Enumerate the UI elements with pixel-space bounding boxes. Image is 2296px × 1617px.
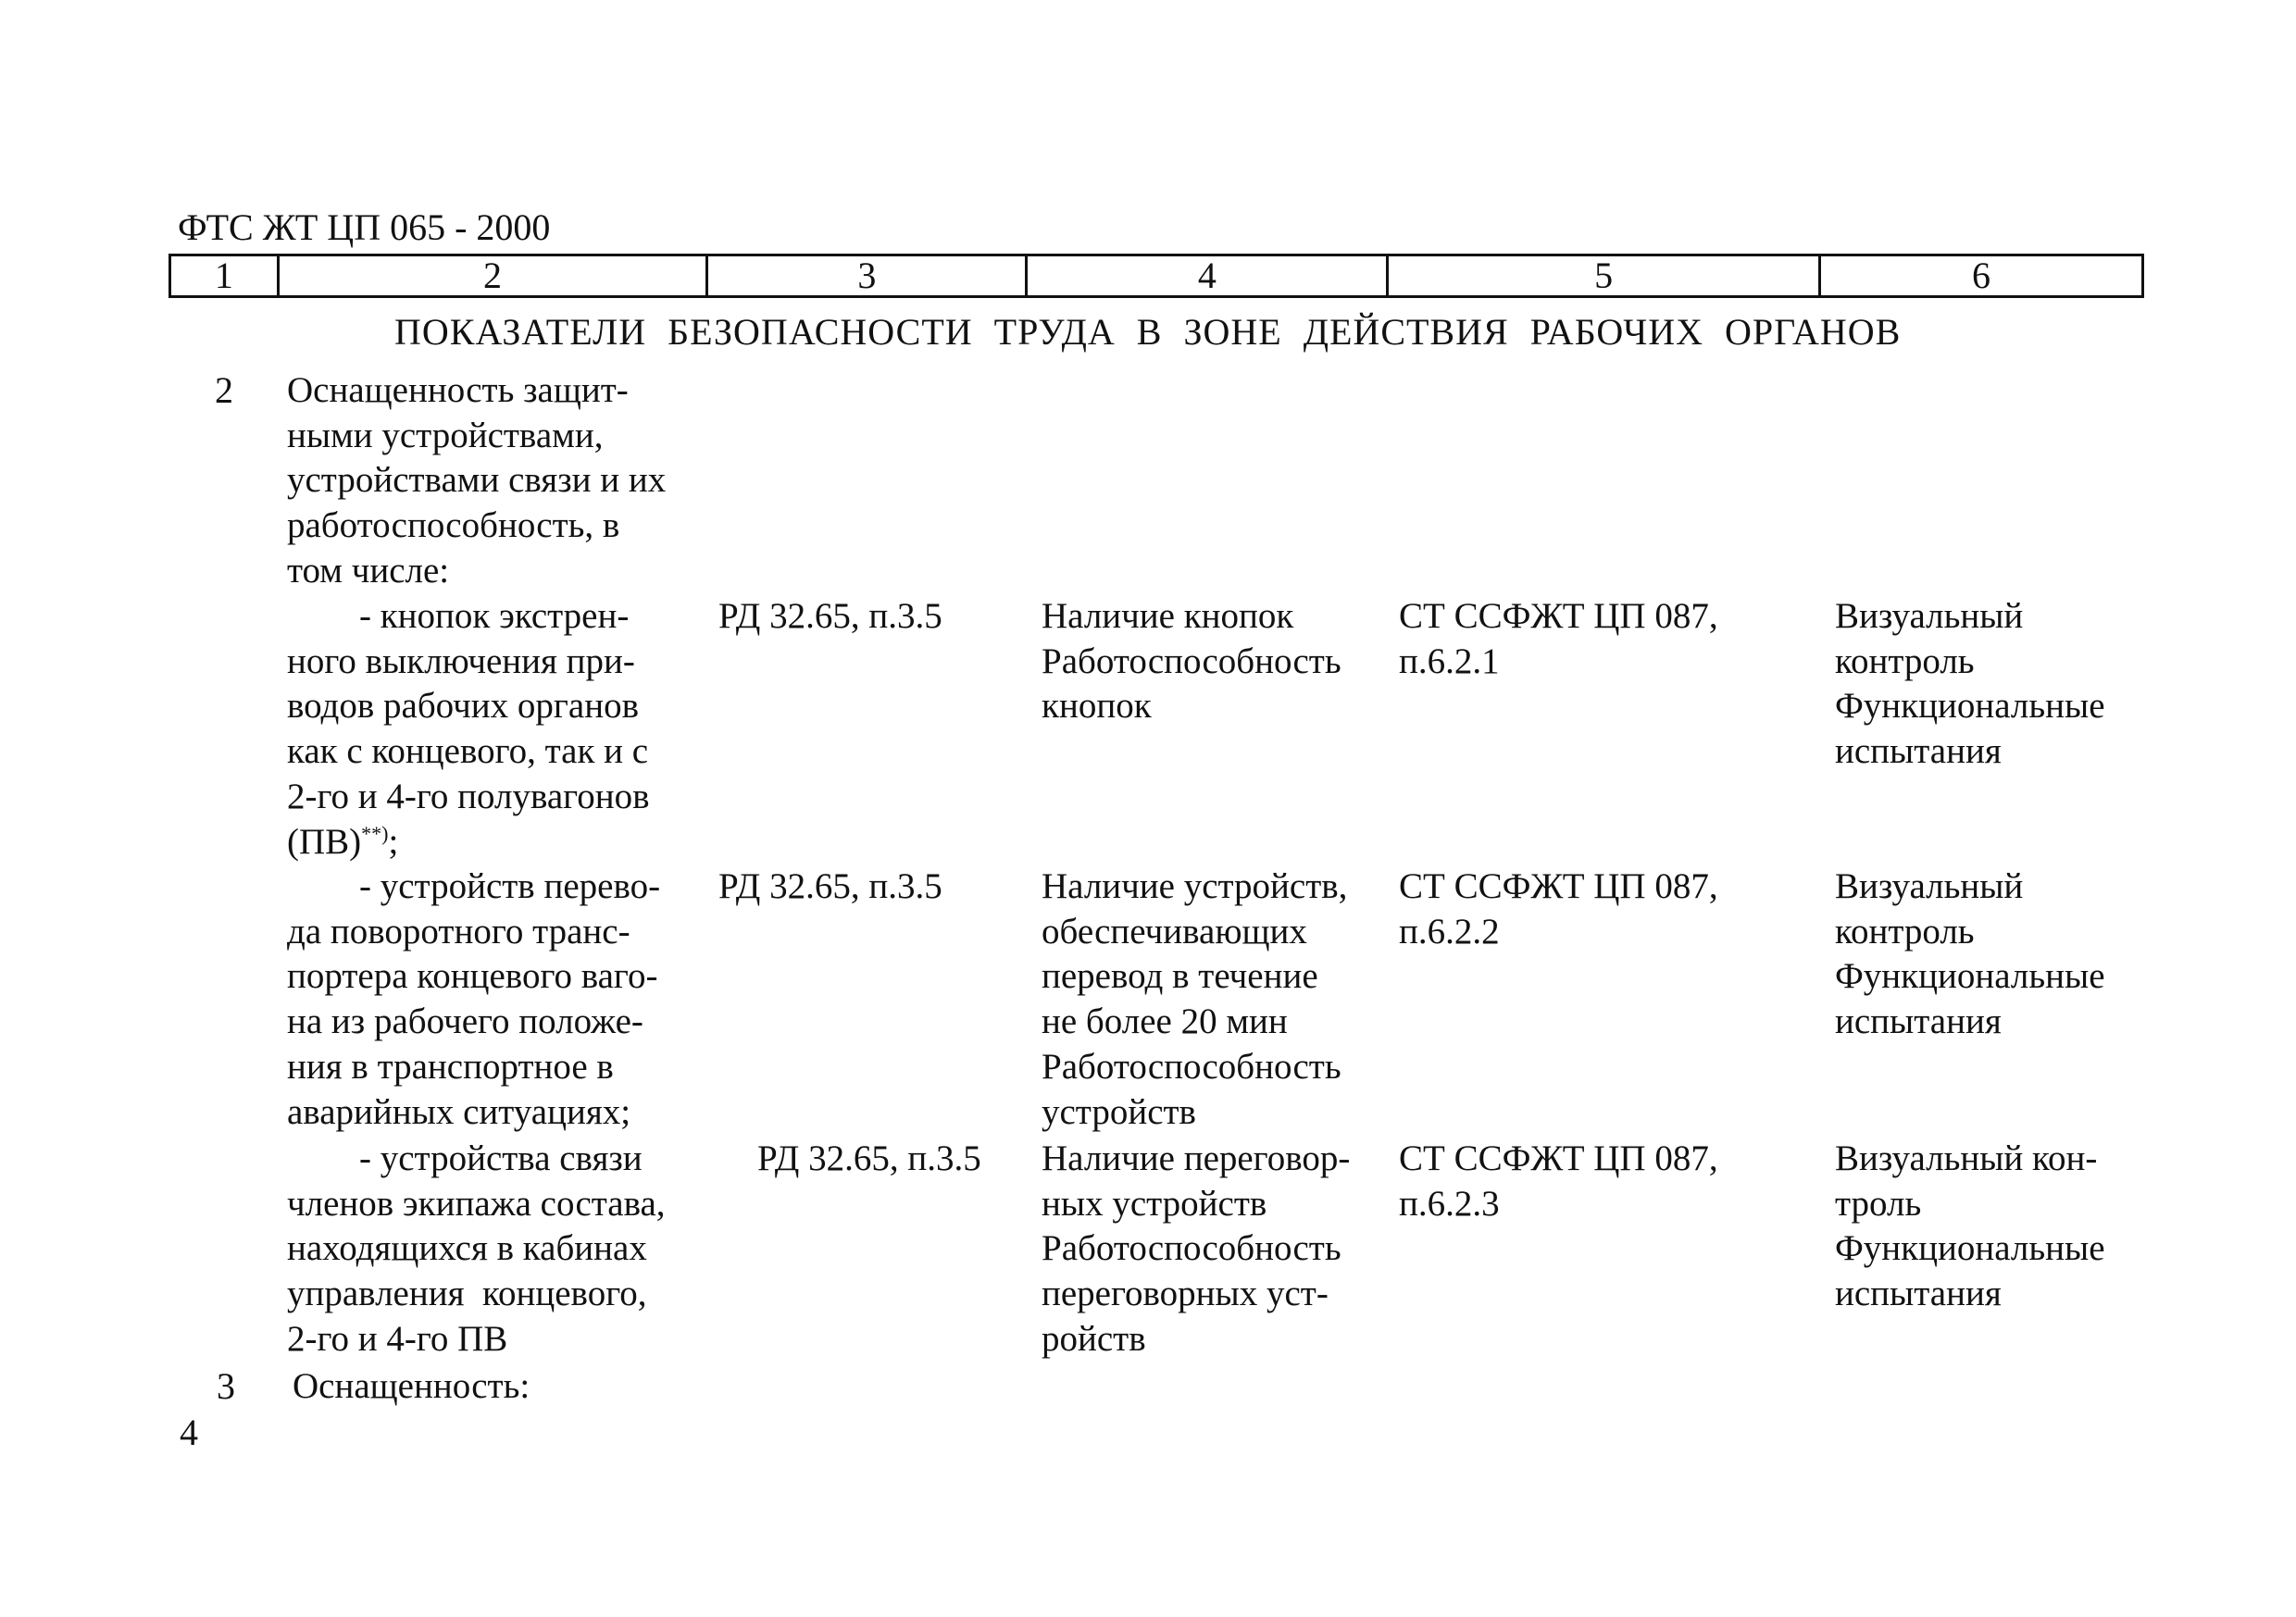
sub-item-1-description-text: - кнопок экстрен- ного выключения при- водов рабочих органов как с концевого, так и с 2-го и 4-го полувагонов (ПВ) [287, 596, 650, 862]
page-number: 4 [180, 1412, 198, 1453]
footnote-mark: **) [361, 821, 389, 845]
sub-item-1-description-tail: ; [388, 821, 399, 862]
item-3-title: Оснащенность: [293, 1366, 530, 1406]
column-number-3: 3 [708, 256, 1028, 295]
column-number-header [168, 254, 2144, 298]
sub-item-3-method: Визуальный кон- троль Функциональные испытания [1835, 1138, 2105, 1314]
sub-item-1-standard: СТ ССФЖТ ЦП 087, п.6.2.1 [1399, 596, 1718, 681]
sub-item-2-method: Визуальный контроль Функциональные испытания [1835, 866, 2105, 1042]
document-code: ФТС ЖТ ЦП 065 - 2000 [178, 206, 551, 248]
item-2-number: 2 [215, 369, 233, 411]
sub-item-2-description: - устройств перево- да поворотного транс- портера концевого ваго- на из рабочего положе- ния в транспортное в аварийных ситуациях; [287, 866, 661, 1132]
column-number-1: 1 [171, 256, 280, 295]
section-title: ПОКАЗАТЕЛИ БЕЗОПАСНОСТИ ТРУДА В ЗОНЕ ДЕЙСТВИЯ РАБОЧИХ ОРГАНОВ [394, 311, 1902, 353]
sub-item-2-requirement: Наличие устройств, обеспечивающих перевод в течение не более 20 мин Работоспособность устройств [1042, 866, 1348, 1132]
item-2-title: Оснащенность защит- ными устройствами, устройствами связи и их работоспособность, в том числе: [287, 370, 667, 591]
sub-item-3-description: - устройства связи членов экипажа состава, находящихся в кабинах управления концевого, 2-го и 4-го ПВ [287, 1138, 666, 1359]
column-number-4: 4 [1028, 256, 1389, 295]
sub-item-2-standard: СТ ССФЖТ ЦП 087, п.6.2.2 [1399, 866, 1718, 952]
item-3-number: 3 [217, 1365, 235, 1407]
column-number-5: 5 [1389, 256, 1821, 295]
sub-item-3-standard: СТ ССФЖТ ЦП 087, п.6.2.3 [1399, 1138, 1718, 1224]
sub-item-3-requirement: Наличие переговор- ных устройств Работоспособность переговорных уст- ройств [1042, 1138, 1351, 1359]
sub-item-1-reference: РД 32.65, п.3.5 [718, 596, 942, 636]
sub-item-1-description [287, 594, 650, 864]
column-number-2: 2 [280, 256, 709, 295]
sub-item-3-reference: РД 32.65, п.3.5 [757, 1138, 981, 1178]
sub-item-1-method: Визуальный контроль Функциональные испытания [1835, 596, 2105, 772]
sub-item-1-requirement: Наличие кнопок Работоспособность кнопок [1042, 596, 1341, 727]
sub-item-2-reference: РД 32.65, п.3.5 [718, 866, 942, 906]
column-number-6: 6 [1971, 255, 1990, 296]
